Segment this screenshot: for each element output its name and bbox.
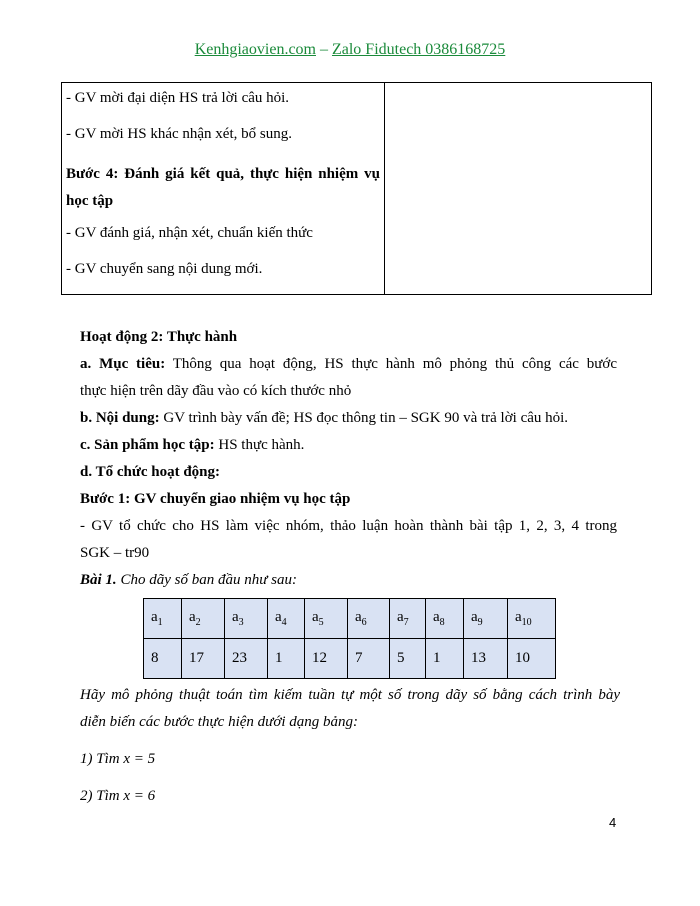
page-number: 4 bbox=[609, 815, 617, 830]
content-label: b. Nội dung: bbox=[80, 410, 160, 426]
continuation-table-right-cell bbox=[385, 83, 651, 294]
continuation-line: - GV mời HS khác nhận xét, bổ sung. bbox=[66, 126, 292, 142]
header-contact-link[interactable]: Zalo Fidutech 0386168725 bbox=[331, 41, 506, 58]
sequence-header-cell: $a_5$ bbox=[305, 599, 348, 639]
product-label: c. Sản phẩm học tập: bbox=[80, 437, 215, 453]
sequence-header-cell: $a_4$ bbox=[268, 599, 305, 639]
activity-section bbox=[80, 324, 617, 594]
organization-heading: d. Tổ chức hoạt động: bbox=[80, 464, 221, 480]
sequence-header-cell: $a_3$ bbox=[225, 599, 268, 639]
sequence-header-cell: $a_6$ bbox=[348, 599, 390, 639]
instruction-line-2: diễn biến các bước thực hiện dưới dạng bảng: bbox=[80, 714, 358, 730]
step-4-heading: Bước 4: Đánh giá kết quả, thực hiện nhiệm vụ học tập bbox=[66, 166, 380, 209]
sequence-value-cell: 1 bbox=[268, 639, 305, 679]
content-line bbox=[80, 405, 617, 432]
sequence-value-cell: 12 bbox=[305, 639, 348, 679]
goal-label: a. Mục tiêu: bbox=[80, 356, 166, 372]
question-1: 1) Tìm x = 5 bbox=[80, 751, 156, 767]
goal-text: Thông qua hoạt động, HS thực hành mô phỏng thủ công các bước bbox=[165, 356, 617, 372]
header-site-link[interactable]: Kenhgiaovien.com bbox=[194, 41, 316, 58]
step-1-heading: Bước 1: GV chuyển giao nhiệm vụ học tập bbox=[80, 491, 351, 507]
sequence-value-cell: 1 bbox=[426, 639, 464, 679]
sequence-value-cell: 7 bbox=[348, 639, 390, 679]
continuation-line: - GV chuyển sang nội dung mới. bbox=[66, 261, 263, 277]
continuation-line: - GV mời đại diện HS trả lời câu hỏi. bbox=[66, 90, 290, 106]
exercise-text: Cho dãy số ban đầu như sau: bbox=[116, 572, 297, 588]
sequence-header-row bbox=[144, 599, 556, 639]
instructions-section bbox=[80, 682, 620, 810]
continuation-table bbox=[61, 82, 652, 295]
header-separator: – bbox=[315, 41, 332, 58]
sequence-value-cell: 17 bbox=[182, 639, 225, 679]
question-2: 2) Tìm x = 6 bbox=[80, 788, 156, 804]
goal-line bbox=[80, 351, 617, 378]
sequence-value-cell: 8 bbox=[144, 639, 182, 679]
instruction-line: Hãy mô phỏng thuật toán tìm kiếm tuần tự một số trong dãy số bằng cách trình bày bbox=[80, 687, 620, 703]
sequence-header-cell: $a_8$ bbox=[426, 599, 464, 639]
continuation-line: - GV đánh giá, nhận xét, chuẩn kiến thức bbox=[66, 225, 313, 241]
exercise-line bbox=[80, 567, 617, 594]
goal-line-2: thực hiện trên dãy đầu vào có kích thước nhỏ bbox=[80, 383, 352, 399]
sequence-header-cell: $a_{10}$ bbox=[508, 599, 556, 639]
activity-title: Hoạt động 2: Thực hành bbox=[80, 329, 238, 345]
sequence-header-cell: $a_1$ bbox=[144, 599, 182, 639]
sequence-value-cell: 13 bbox=[464, 639, 508, 679]
sequence-value-cell: 10 bbox=[508, 639, 556, 679]
sequence-value-row bbox=[144, 639, 556, 679]
page-header bbox=[0, 41, 700, 59]
task-line-2: SGK – tr90 bbox=[80, 545, 150, 561]
sequence-header-cell: $a_7$ bbox=[390, 599, 426, 639]
exercise-label: Bài 1. bbox=[80, 572, 117, 588]
continuation-table-left-cell bbox=[62, 83, 385, 294]
sequence-table bbox=[143, 598, 556, 679]
sequence-header-cell: $a_9$ bbox=[464, 599, 508, 639]
sequence-value-cell: 23 bbox=[225, 639, 268, 679]
sequence-header-cell: $a_2$ bbox=[182, 599, 225, 639]
product-text: HS thực hành. bbox=[214, 437, 305, 453]
task-line: - GV tổ chức cho HS làm việc nhóm, thảo luận hoàn thành bài tập 1, 2, 3, 4 trong bbox=[80, 518, 617, 534]
product-line bbox=[80, 432, 617, 459]
sequence-value-cell: 5 bbox=[390, 639, 426, 679]
content-text: GV trình bày vấn đề; HS đọc thông tin – SGK 90 và trả lời câu hỏi. bbox=[159, 410, 569, 426]
